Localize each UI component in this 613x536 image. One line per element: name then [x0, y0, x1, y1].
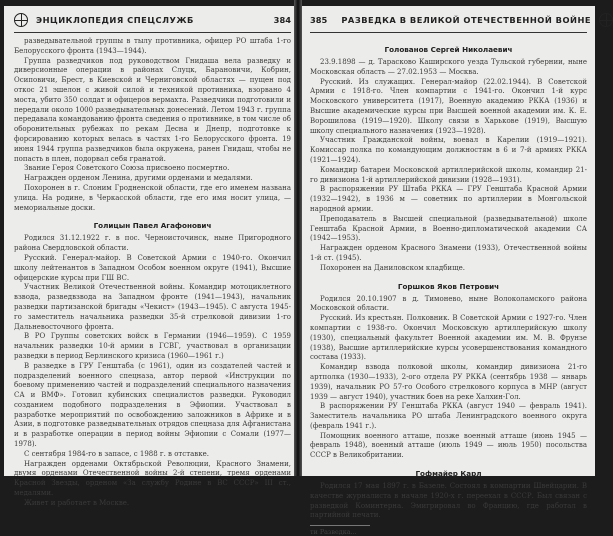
right-page-header: [310, 8, 592, 33]
entry-heading-gofmaier: Гофмайер Карл: [415, 469, 482, 479]
entry-heading-golitsyn: Голицын Павел Агафонович: [93, 221, 212, 231]
paragraph: Командир взвода полковой школы, командир дивизиона 21-го артполка (1930—1933), 2-ого отдела РУ РККА (сентябрь 1938 — январь 1939), начальник РО 57-го Особого стрелкового корпуса в МНР (август 1939 — август 1940), участник боев на реке Халхин-Гол.: [310, 363, 587, 401]
paragraph: Похоронен на Даниловском кладбище.: [320, 263, 465, 272]
right-page-running-title: РАЗВЕДКА В ВЕЛИКОЙ ОТЕЧЕСТВЕННОЙ ВОЙНЕ: [341, 15, 592, 25]
paragraph: Группа разведчиков под руководством Гнидаша вела разведку и диверсионные операции в районах Слуцк, Барановичи, Кобрин, Осиповичи, Брест, в Киевской и Черниговской областях — пущен под откос 21 эшелон с живой силой и техникой противника, взорвано 4 моста, убито 350 солдат и офицеров вермахта. Разведчики подготовили и передали около 1000 разведывательных донесений. Летом 1943 г. группа передавала командованию фронта сведения о противнике, в том числе об оборонительных рубежах по рекам Десна и Днепр, подготовке к форсированию которых велась в частях 1-го Белорусского фронта. 19 июня 1944 группа разведчиков была окружена, ранен Гнидаш, чтобы не попасть в плен, подорвал себя гранатой.: [14, 56, 291, 163]
paragraph: Помощник военного атташе, позже военный атташе (июнь 1945 — февраль 1948), военный атташе (июль 1949 — июль 1950) посольства СССР в Великобритании.: [310, 431, 587, 460]
paragraph: Русский. Из крестьян. Полковник. В Советской Армии с 1927-го. Член компартии с 1938-го. Окончил Московскую артиллерийскую школу (1930), специальный факультет Военной академии им. М. В. Фрунзе (1938), Высшие артиллерийские курсы усовершенствования командного состава (1933).: [310, 314, 587, 362]
paragraph: Награжден орденами Октябрьской Революции, Красного Знамени, двумя орденами Отечественной войны 2-й степени, тремя орденами Красной Звезды, орденом «За службу Родине в ВС СССР» III ст., медалями.: [14, 459, 291, 498]
paragraph: Живет и работает в Москве.: [24, 498, 130, 507]
right-page-number: 385: [310, 15, 328, 25]
paragraph: Преподаватель в Высшей специальной (разведывательной) школе Генштаба Красной Армии, в Военно-дипломатической академии СА (1942—1953).: [310, 214, 587, 243]
paragraph: Награжден орденом Красного Знамени (1933), Отечественной войны 1-й ст. (1945).: [310, 244, 587, 262]
paragraph: Участник Великой Отечественной войны. Командир мотоциклетного взвода, разведвзвода на Западном фронте (1941—1943), начальник разведки партизанской бригады «Чекист» (1943—1945). С августа 1945-го заместитель начальника разведки 35-й стрелковой дивизии 1-го Дальневосточного фронта.: [14, 283, 291, 331]
paragraph: В разведке в ГРУ Генштаба (с 1961), один из создателей частей и подразделений военного спецназа, автор первой «Инструкции по боевому применению частей и подразделений специального назначения СА и ВМФ». Готовил кубинских специалистов разведки. Руководил созданием подобного подразделения в Эфиопии. Участвовал в разработке мероприятий по освобождению заложников в Африке и в Азии, в подготовке разведывательных отрядов спецназа для Афганистана и в разработке операции в период войны Эфиопии с Сомали (1977—1978).: [14, 361, 291, 449]
left-page-header: [14, 8, 291, 33]
paragraph: Родился 20.10.1907 в д. Тимонево, ныне Волоколамского района Московской области.: [310, 294, 587, 313]
left-page-body: [14, 33, 291, 509]
globe-icon: [599, 13, 613, 27]
paragraph: Звание Героя Советского Союза присвоено посмертно.: [24, 164, 230, 173]
left-page-number: 384: [273, 15, 291, 25]
paragraph: разведывательной группы в тылу противника, офицер РО штаба 1-го Белорусского фронта (1943—1944).: [14, 37, 291, 55]
entry-heading-gorshkov: Горшков Яков Петрович: [397, 281, 500, 291]
paragraph: Русский. Генерал-майор. В Советской Армии с 1940-го. Окончил школу лейтенантов в Западном Особом военном округе (1941), Высшие офицерские курсы при ГШ ВС.: [14, 253, 291, 282]
paragraph: В распоряжении РУ Генштаба РККА (август 1940 — февраль 1941). Заместитель начальника РО штаба Ленинградского военного округа (февраль 1941 г.).: [310, 402, 587, 430]
book-gutter: [294, 0, 302, 476]
paragraph: В распоряжении РУ Штаба РККА — ГРУ Генштаба Красной Армии (1932—1942), в 1936 м — советник по артиллерии в Монгольской народной армии.: [310, 185, 587, 213]
paragraph: Родился 17 мая 1897 г. в Базеле. Состоял в компартии Швейцарии. В качестве журналиста в начале 1920-х г. переехал в СССР. Был связан с разведкой Коминтерна. Эмигрировал во Францию, где работал в партийной печати.: [310, 482, 587, 520]
paragraph: Награжден орденом Ленина, другими орденами и медалями.: [24, 174, 253, 183]
paragraph: Похоронен в г. Слоним Гродненской области, где его именем названа улица. На родине, в Черкасской области, где его имя носит улица, — мемориальные доски.: [14, 183, 291, 212]
paragraph: Русский. Из служащих. Генерал-майор (22.02.1944). В Советской Армии с 1918-го. Член компартии с 1941-го. Окончил 1-й курс Московского университета (1917), Военную академию РККА (1936) и Высшие академические курсы при Высшей военной академии им. К. Е. Ворошилова (1919—1920). Школу связи в Харькове (1919), Высшую школу специального назначения (1923—1928).: [310, 77, 587, 135]
paragraph: 23.9.1898 — д. Тарасково Каширского уезда Тульской губернии, ныне Московская область — 27.02.1953 — Москва.: [310, 58, 587, 76]
footnote: ти Разведка...: [310, 525, 370, 536]
left-page: [4, 6, 297, 507]
left-page-running-title: ЭНЦИКЛОПЕДИЯ СПЕЦСЛУЖБ: [36, 15, 194, 25]
globe-icon: [14, 13, 28, 27]
entry-heading-golovanov: Голованов Сергей Николаевич: [384, 45, 513, 54]
paragraph: С сентября 1984-го в запасе, с 1988 г. в отставке.: [24, 449, 209, 458]
right-page-body: [310, 33, 587, 536]
paragraph: В РО Группы советских войск в Германии (1946—1959). С 1959 начальник разведки 10-й армии в ГСВГ, участвовал в организации разведки в период Берлинского кризиса (1960—1961 г.): [14, 332, 291, 360]
right-page: [302, 6, 595, 536]
paragraph: Родился 31.12.1922 г. в пос. Черноисточинск, ныне Пригородного района Свердловской области.: [14, 234, 291, 253]
paragraph: Командир батареи Московской артиллерийской школы, командир 21-го дивизиона 1-й артиллерийской дивизии (1928—1931).: [310, 165, 587, 184]
paragraph: Участник Гражданской войны, воевал в Карелии (1919—1921). Комиссар полка по командующим должностям в 6 и 7-й армиях РККА (1921—1924).: [310, 136, 587, 164]
